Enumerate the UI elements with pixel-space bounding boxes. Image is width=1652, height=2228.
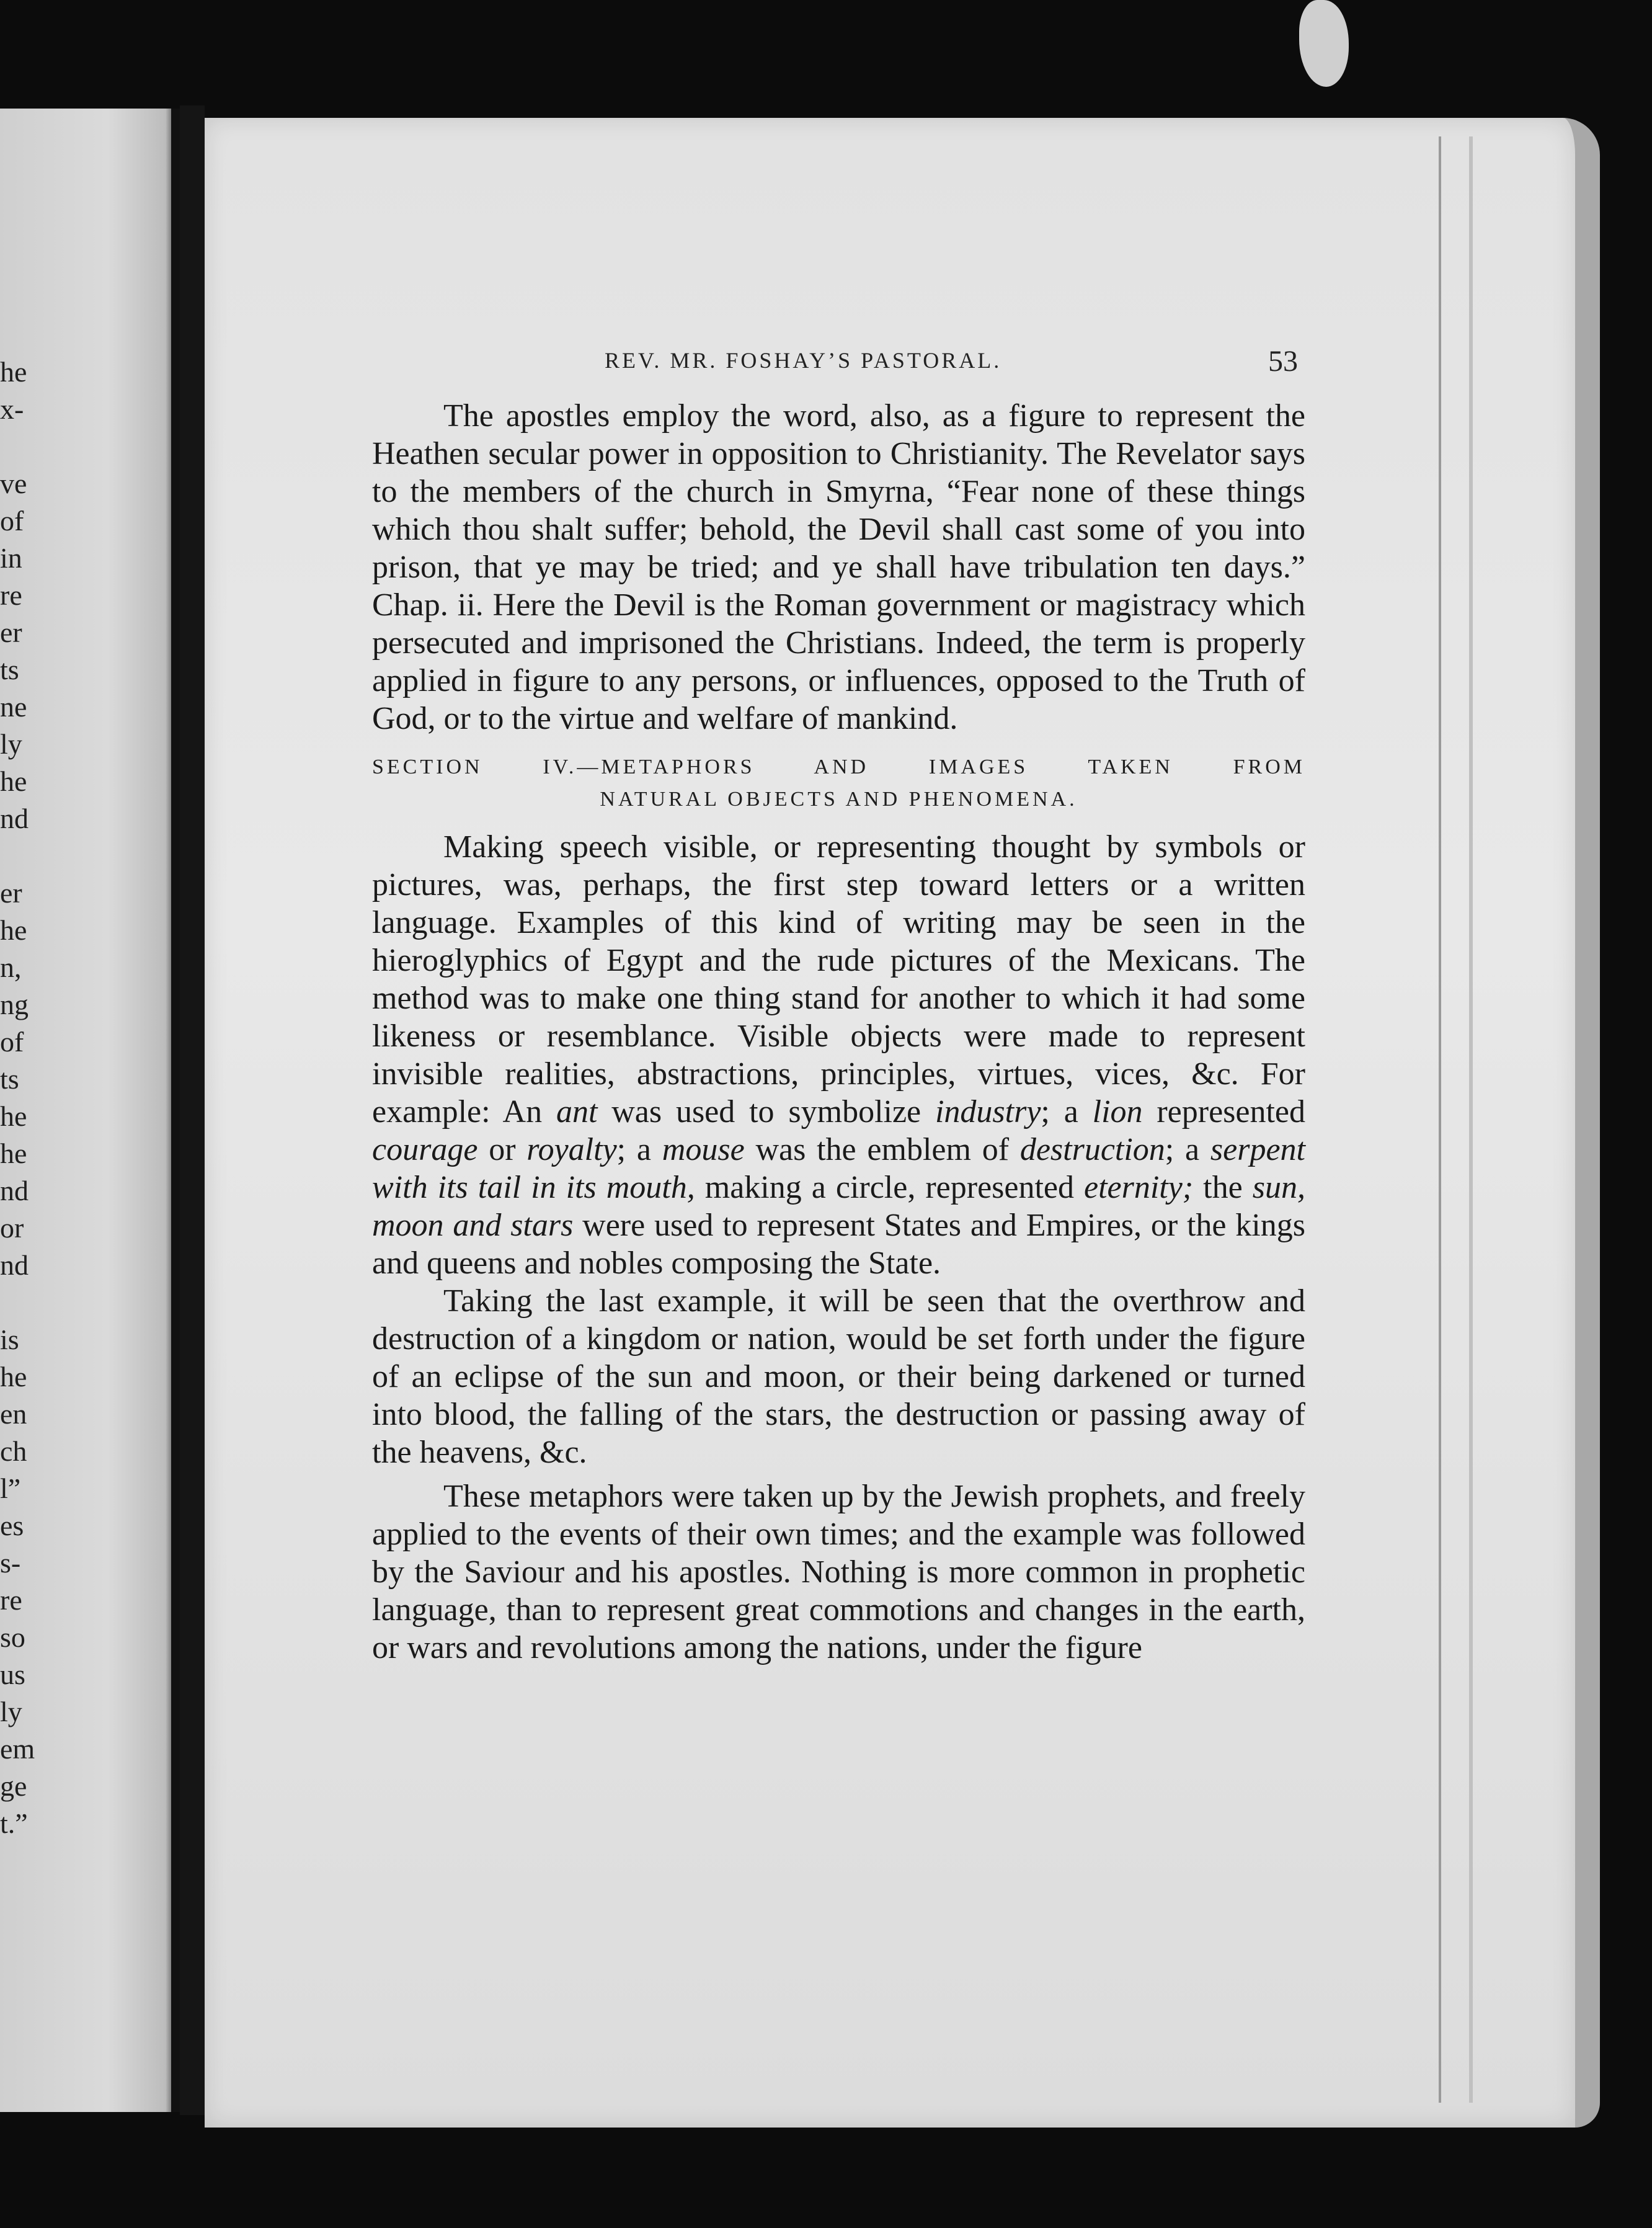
text-run: was the emblem of — [744, 1132, 1020, 1167]
text-run: the — [1193, 1170, 1253, 1205]
left-fragment: ts — [0, 1063, 19, 1095]
left-fragment: ge — [0, 1770, 27, 1802]
text-run: ; a — [1041, 1094, 1093, 1130]
section-heading-line-2: NATURAL OBJECTS AND PHENOMENA. — [600, 788, 1078, 811]
paragraph-devil-figure: The apostles employ the word, also, as a figure to represent the Heathen secular power in opposition to Christianity. The Revelator says to the members of the church in Smyrna, “Fear none of these things which thou shalt suffer; behold, the Devil shall cast some of you into prison, that ye may be tried; and ye shall have tribulation ten days.” Chap. ii. Here the Devil is the Roman government or magistracy which persecuted and imprisoned the Christians. Indeed, the term is properly applied in figure to any persons, or influences, opposed to the Truth of God, or to the virtue and welfare of mankind. — [372, 398, 1305, 736]
text-run: were used to represent States and Empires, or the kings and queens and nobles composing the State. — [372, 1208, 1305, 1281]
book-spine — [180, 105, 205, 2115]
paragraph-symbols — [372, 828, 1305, 1282]
left-page-line-endings — [0, 354, 43, 1842]
left-fragment: of — [0, 1026, 24, 1058]
left-fragment: ly — [0, 728, 22, 760]
left-fragment: ch — [0, 1435, 27, 1467]
left-fragment: he — [0, 914, 27, 946]
left-fragment: he — [0, 356, 27, 388]
left-fragment: em — [0, 1733, 35, 1765]
text-run: making a circle, represented — [695, 1170, 1085, 1205]
text-run: was used to symbolize — [597, 1094, 935, 1130]
left-fragment: ne — [0, 691, 27, 723]
left-fragment: es — [0, 1510, 24, 1541]
paragraph-metaphors: These metaphors were taken up by the Jewish prophets, and freely applied to the events of their own times; and the example was followed by the Saviour and his apostles. Nothing is more common in prophetic language, than to represent great commotions and changes in the earth, or wars and revolutions among the nations, under the figure — [372, 1479, 1305, 1665]
text-run: represented — [1142, 1094, 1306, 1130]
left-fragment: s- — [0, 1547, 21, 1579]
italic-term: industry — [935, 1094, 1041, 1130]
left-fragment: ts — [0, 654, 19, 685]
left-fragment: en — [0, 1398, 27, 1430]
text-run: Making speech visible, or representing thought by symbols or pictures, was, perhaps, the first step toward letters or a written language. Examples of this kind of writing may be seen in the hieroglyphics of Egypt and the rude pictures of the Mexicans. The method was to make one thing stand for another to which it had some likeness or resemblance. Visible objects were made to represent invisible realities, abstractions, principles, virtues, vices, &c. For example: An — [372, 829, 1305, 1130]
left-fragment: re — [0, 1584, 22, 1616]
text-run: or — [477, 1132, 527, 1167]
page-number: 53 — [1268, 345, 1298, 378]
left-fragment: ng — [0, 989, 29, 1020]
left-fragment: re — [0, 579, 22, 611]
italic-term: serpent with its tail in its mouth, — [372, 1132, 1305, 1205]
left-fragment: of — [0, 505, 24, 537]
italic-term: destruction — [1019, 1132, 1165, 1167]
left-fragment: in — [0, 542, 22, 574]
section-heading — [372, 751, 1305, 816]
text-run: ; a — [1165, 1132, 1210, 1167]
left-fragment: er — [0, 877, 22, 909]
left-page-gutter — [171, 109, 180, 2112]
left-page-fragment — [0, 109, 180, 2112]
left-fragment: nd — [0, 1249, 29, 1281]
left-fragment: x- — [0, 393, 24, 425]
left-fragment: us — [0, 1659, 25, 1690]
paper-debris — [1299, 0, 1349, 87]
italic-term: sun, moon and stars — [372, 1170, 1305, 1243]
left-fragment: t.” — [0, 1807, 28, 1839]
left-fragment: nd — [0, 1175, 29, 1206]
italic-term: mouse — [662, 1132, 745, 1167]
italic-term: ant — [556, 1094, 598, 1130]
left-fragment: he — [0, 1100, 27, 1132]
left-fragment: he — [0, 1361, 27, 1392]
left-fragment: or — [0, 1212, 24, 1244]
left-fragment-gap — [0, 428, 43, 465]
left-fragment: nd — [0, 803, 29, 834]
italic-term: lion — [1092, 1094, 1143, 1130]
running-head: REV. MR. FOSHAY’S PASTORAL. — [605, 348, 1002, 373]
italic-term: eternity; — [1084, 1170, 1194, 1205]
left-fragment: ly — [0, 1696, 22, 1727]
left-fragment: is — [0, 1324, 19, 1355]
italic-term: royalty — [526, 1132, 617, 1167]
left-fragment: so — [0, 1621, 25, 1653]
left-fragment: n, — [0, 951, 22, 983]
left-fragment: he — [0, 1138, 27, 1169]
left-fragment: ve — [0, 468, 27, 499]
left-fragment: er — [0, 617, 22, 648]
page-text — [372, 397, 1305, 1667]
paragraph-last-example: Taking the last example, it will be seen that the overthrow and destruction of a kingdom or nation, would be set forth under the figure of an eclipse of the sun and moon, or their being darkened or turned into blood, the falling of the stars, the destruction or passing away of the heavens, &c. — [372, 1283, 1305, 1470]
text-run: ; a — [616, 1132, 662, 1167]
left-fragment-gap — [0, 837, 43, 875]
left-fragment: l” — [0, 1473, 21, 1504]
left-fragment: he — [0, 765, 27, 797]
italic-term: courage — [372, 1132, 478, 1167]
section-heading-line-1: SECTION IV.—METAPHORS AND IMAGES TAKEN FROM — [372, 755, 1305, 778]
left-fragment-gap — [0, 1284, 43, 1321]
